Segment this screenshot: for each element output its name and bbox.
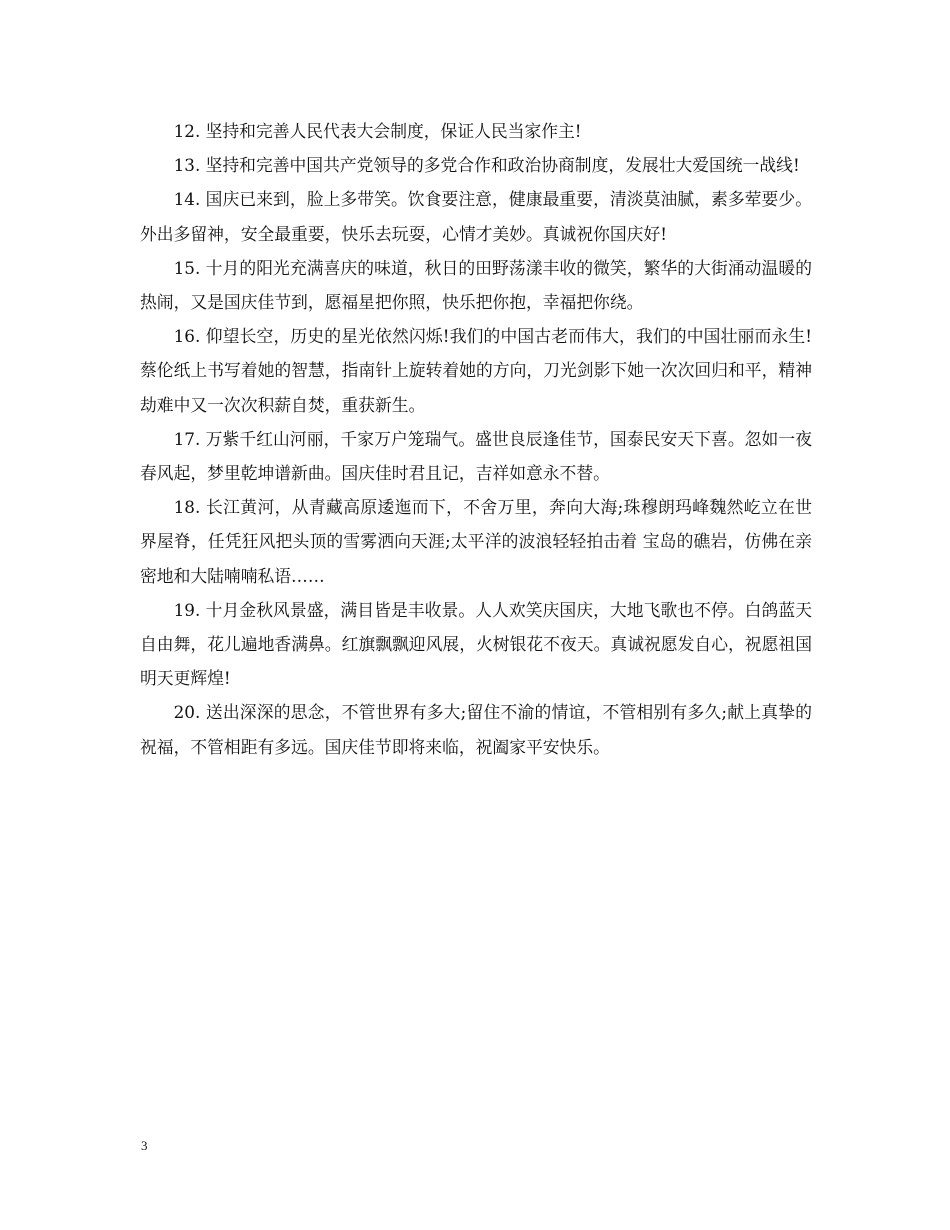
paragraph-12: 12. 坚持和完善人民代表大会制度，保证人民当家作主!	[173, 121, 582, 141]
paragraph-16: 16. 仰望长空，历史的星光依然闪烁!我们的中国古老而伟大，我们的中国壮丽而永生!蔡伦纸上书写着她的智慧，指南针上旋转着她的方向，刀光剑影下她一次次回归和平，精神劫难中又一次次积薪自焚，重获新生。	[140, 326, 812, 415]
paragraph-14: 14. 国庆已来到，脸上多带笑。饮食要注意，健康最重要，清淡莫油腻，素多荤要少。外出多留神，安全最重要，快乐去玩耍，心情才美妙。真诚祝你国庆好!	[140, 189, 812, 244]
page-number: 3	[141, 1138, 148, 1153]
paragraph-20: 20. 送出深深的思念，不管世界有多大;留住不渝的情谊，不管相别有多久;献上真挚的祝福，不管相距有多远。国庆佳节即将来临，祝阖家平安快乐。	[140, 702, 812, 757]
paragraph-18: 18. 长江黄河，从青藏高原逶迤而下，不舍万里，奔向大海;珠穆朗玛峰魏然屹立在世界屋脊，任凭狂风把头顶的雪雾洒向天涯;太平洋的波浪轻轻拍击着 宝岛的礁岩，仿佛在亲密地和大陆喃喃私语……	[140, 497, 812, 586]
paragraph-19: 19. 十月金秋风景盛，满目皆是丰收景。人人欢笑庆国庆，大地飞歌也不停。白鸽蓝天自由舞，花儿遍地香满鼻。红旗飘飘迎风展，火树银花不夜天。真诚祝愿发自心，祝愿祖国明天更辉煌!	[140, 599, 812, 689]
document-body	[140, 114, 812, 764]
paragraph-13: 13. 坚持和完善中国共产党领导的多党合作和政治协商制度，发展壮大爱国统一战线!	[173, 155, 800, 176]
paragraph-15: 15. 十月的阳光充满喜庆的味道，秋日的田野荡漾丰收的微笑，繁华的大街涌动温暖的热闹，又是国庆佳节到，愿福星把你照，快乐把你抱，幸福把你绕。	[140, 257, 812, 313]
paragraph-17: 17. 万紫千红山河丽，千家万户笼瑞气。盛世良辰逢佳节，国泰民安天下喜。忽如一夜春风起，梦里乾坤谱新曲。国庆佳时君且记，吉祥如意永不替。	[140, 428, 812, 484]
